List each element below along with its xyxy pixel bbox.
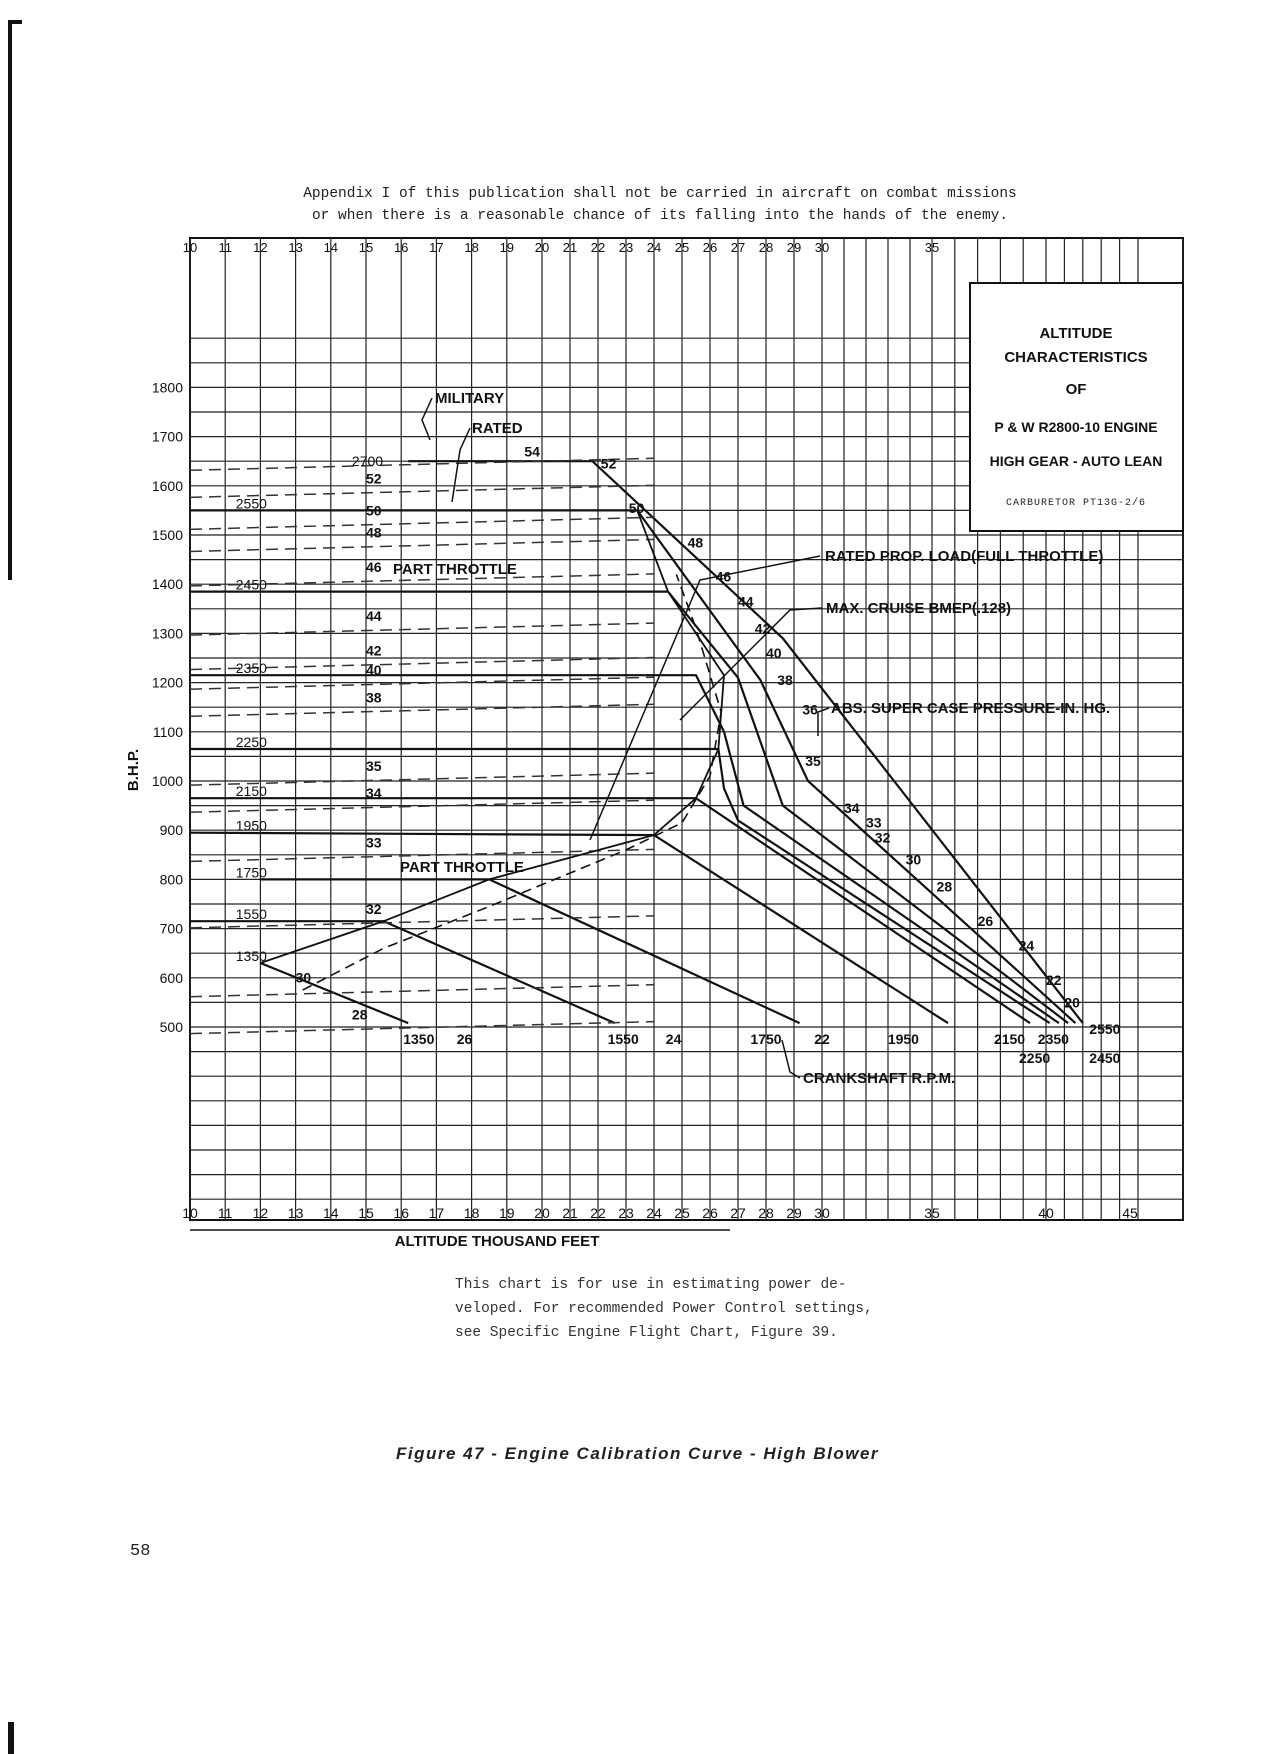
x-tick-label-bottom: 11 <box>217 1205 233 1221</box>
map-label-left: 35 <box>366 758 382 775</box>
info-line-6: CARBURETOR PT13G-2/6 <box>1005 498 1147 509</box>
map-label-left: 34 <box>366 785 382 802</box>
info-line-3: OF <box>1065 381 1087 398</box>
map-label-right: 34 <box>844 799 860 816</box>
annotation-max-cruise: MAX. CRUISE BMEP(.128) <box>826 600 1012 617</box>
bottom-curve-label: 1750 <box>750 1031 782 1047</box>
y-tick-label: 1400 <box>151 576 183 593</box>
map-label-right: 33 <box>866 814 882 831</box>
x-tick-label-top: 25 <box>674 240 690 255</box>
x-tick-label-bottom: 30 <box>814 1205 830 1221</box>
x-tick-label-top: 28 <box>758 240 774 255</box>
annotation-crankshaft-rpm: CRANKSHAFT R.P.M. <box>803 1070 956 1087</box>
y-tick-label: 500 <box>159 1019 183 1035</box>
map-label-right: 22 <box>1046 972 1062 989</box>
x-tick-label-bottom: 18 <box>463 1205 480 1221</box>
footnote-line-1: This chart is for use in estimating power de- <box>455 1277 847 1293</box>
y-tick-label: 1800 <box>151 379 183 396</box>
x-tick-label-bottom: 19 <box>499 1205 515 1221</box>
map-label-right: 30 <box>905 851 922 868</box>
part-throttle-line <box>190 677 654 689</box>
y-tick-label: 600 <box>159 969 183 986</box>
x-tick-label-top: 22 <box>590 240 606 255</box>
map-label-left: 38 <box>366 689 382 706</box>
bottom-curve-label: 2450 <box>1089 1050 1121 1066</box>
x-tick-label-top: 15 <box>358 240 374 255</box>
info-box <box>970 283 1183 531</box>
info-line-1: ALTITUDE <box>1039 325 1113 342</box>
rpm-level-label: 2350 <box>235 660 267 677</box>
map-label-left: 44 <box>366 608 382 625</box>
map-label-right: 50 <box>628 499 645 516</box>
map-label-right: 28 <box>936 878 953 895</box>
rpm-level-label: 1750 <box>235 864 267 881</box>
part-throttle-line <box>190 517 654 529</box>
x-tick-label-bottom: 40 <box>1038 1205 1054 1221</box>
x-tick-label-top: 19 <box>499 240 515 255</box>
footnote <box>455 1273 955 1345</box>
x-tick-label-top: 13 <box>288 240 303 255</box>
bottom-curve-label: 1350 <box>403 1031 435 1047</box>
annotation-part-throttle-upper: PART THROTTLE <box>393 561 517 578</box>
map-label-left: 46 <box>366 558 382 575</box>
rpm-level-label: 2450 <box>235 576 267 593</box>
map-label-right: 40 <box>766 645 782 661</box>
x-tick-label-bottom: 25 <box>674 1205 690 1221</box>
x-tick-label-bottom: 22 <box>590 1205 606 1221</box>
x-tick-label-bottom: 23 <box>618 1205 634 1221</box>
annotation-leader-line <box>782 1040 800 1078</box>
bottom-curve-label: 26 <box>456 1031 473 1047</box>
bottom-curve-label: 2550 <box>1089 1021 1121 1037</box>
annotation-military: MILITARY <box>435 390 505 407</box>
x-tick-label-bottom: 17 <box>428 1205 445 1221</box>
rpm-line <box>190 798 1030 1023</box>
map-label-right: 38 <box>777 672 793 689</box>
y-tick-label: 1100 <box>152 723 183 740</box>
x-tick-label-top: 12 <box>253 240 268 255</box>
annotation-rated: RATED <box>472 420 523 437</box>
annotation-abs-super-pressure: ABS. SUPER CASE PRESSURE-IN. HG. <box>831 700 1111 717</box>
annotation-part-throttle-lower: PART THROTTLE <box>400 859 524 876</box>
y-tick-label: 900 <box>159 822 183 839</box>
map-label-right: 42 <box>754 620 771 637</box>
rpm-level-label: 2250 <box>235 734 267 751</box>
map-label-left: 48 <box>366 524 382 541</box>
y-tick-label: 1700 <box>151 428 183 445</box>
x-tick-label-bottom: 35 <box>924 1205 940 1221</box>
map-label-left: 50 <box>366 502 382 519</box>
map-label-left: 40 <box>366 662 382 679</box>
rpm-line <box>190 675 1059 1023</box>
x-tick-label-top: 20 <box>534 240 550 255</box>
map-label-right: 20 <box>1064 994 1080 1011</box>
part-throttle-line <box>190 539 654 551</box>
y-tick-label: 1200 <box>151 674 183 691</box>
map-label-right: 35 <box>805 753 821 770</box>
x-tick-label-bottom: 28 <box>758 1205 774 1221</box>
part-throttle-line <box>190 455 654 472</box>
x-tick-label-top: 16 <box>393 240 409 255</box>
x-tick-label-bottom: 10 <box>182 1205 198 1221</box>
info-line-2: CHARACTERISTICS <box>1004 349 1148 366</box>
chart-series <box>190 455 1083 1033</box>
y-tick-label: 700 <box>159 920 183 937</box>
map-label-left: 52 <box>366 470 382 487</box>
bottom-curve-label: 2150 <box>993 1031 1026 1047</box>
info-line-5: HIGH GEAR - AUTO LEAN <box>989 453 1163 469</box>
annotation-rated-prop-load: RATED PROP. LOAD(FULL THROTTLE) <box>825 548 1104 565</box>
x-tick-label-bottom: 14 <box>323 1205 339 1221</box>
rpm-level-label: 1550 <box>235 906 267 923</box>
figure-caption: Figure 47 - Engine Calibration Curve - High Blower <box>395 1444 880 1463</box>
x-tick-label-top: 17 <box>429 240 444 255</box>
rpm-level-label: 2700 <box>351 453 384 470</box>
map-label-right: 24 <box>1018 937 1035 954</box>
map-label-left: 32 <box>366 900 382 917</box>
y-tick-label: 1600 <box>151 477 183 494</box>
footnote-line-3: see Specific Engine Flight Chart, Figure 39. <box>455 1325 838 1341</box>
page-number: 58 <box>130 1542 151 1561</box>
rpm-level-label: 2150 <box>235 783 267 800</box>
rpm-line <box>190 921 615 1023</box>
x-axis-label: ALTITUDE THOUSAND FEET <box>394 1233 600 1250</box>
x-tick-label-top: 18 <box>464 240 479 255</box>
annotation-leader-line <box>680 608 822 720</box>
map-label-right: 26 <box>977 913 994 930</box>
map-label-left: 28 <box>351 1006 368 1023</box>
bottom-curve-label: 22 <box>814 1031 830 1047</box>
y-tick-label: 1500 <box>151 527 183 543</box>
x-tick-label-top: 30 <box>814 240 830 255</box>
x-tick-label-top: 10 <box>182 240 198 255</box>
x-tick-label-top: 23 <box>618 240 634 255</box>
x-tick-label-bottom: 27 <box>730 1205 746 1221</box>
footnote-line-2: veloped. For recommended Power Control settings, <box>455 1301 873 1317</box>
part-throttle-line <box>190 985 654 997</box>
x-tick-label-bottom: 45 <box>1122 1205 1138 1221</box>
map-label-right: 32 <box>874 829 891 846</box>
x-tick-label-top: 21 <box>562 240 578 255</box>
bottom-curve-label: 1550 <box>607 1031 639 1047</box>
y-tick-label: 800 <box>159 871 183 888</box>
x-tick-label-bottom: 21 <box>562 1205 578 1221</box>
map-label-right: 46 <box>715 568 732 585</box>
rpm-level-label: 1950 <box>235 817 267 834</box>
x-tick-label-top: 26 <box>702 240 718 255</box>
map-label-right: 36 <box>802 701 818 718</box>
rpm-line <box>190 833 948 1023</box>
bottom-curve-label: 24 <box>665 1031 682 1047</box>
map-label-right: 48 <box>687 534 704 551</box>
map-label-left: 54 <box>524 443 540 460</box>
rpm-line <box>190 592 1068 1024</box>
rpm-level-label: 1350 <box>235 948 267 965</box>
x-tick-label-top: 35 <box>924 240 940 255</box>
bottom-curve-label: 1950 <box>887 1031 919 1047</box>
y-tick-label: 1300 <box>151 625 183 642</box>
x-tick-label-bottom: 29 <box>786 1205 802 1221</box>
x-tick-label-bottom: 20 <box>534 1205 550 1221</box>
bottom-curve-label: 2250 <box>1019 1050 1051 1066</box>
x-tick-label-top: 27 <box>730 240 746 255</box>
rpm-level-label: 2550 <box>235 495 267 512</box>
annotation-leader-line <box>422 398 432 440</box>
x-tick-label-bottom: 16 <box>393 1205 409 1221</box>
x-tick-label-top: 29 <box>786 240 802 255</box>
info-line-4: P & W R2800-10 ENGINE <box>994 419 1158 435</box>
x-tick-label-top: 14 <box>323 240 339 255</box>
x-tick-label-bottom: 26 <box>702 1205 718 1221</box>
x-tick-label-bottom: 15 <box>358 1205 374 1221</box>
x-tick-label-bottom: 12 <box>252 1205 269 1221</box>
rpm-line <box>260 879 799 1023</box>
part-throttle-line <box>190 800 654 812</box>
map-label-right: 52 <box>600 455 617 472</box>
bottom-curve-label: 2350 <box>1037 1031 1069 1047</box>
x-tick-label-top: 24 <box>646 240 662 255</box>
map-label-right: 44 <box>738 593 754 610</box>
x-tick-label-bottom: 24 <box>646 1205 662 1221</box>
map-label-left: 33 <box>366 834 382 851</box>
part-throttle-line <box>190 704 654 716</box>
y-axis-label: B.H.P. <box>125 748 142 792</box>
y-tick-label: 1000 <box>151 773 183 789</box>
notice-line-2: or when there is a reasonable chance of its falling into the hands of the enemy. <box>311 208 1009 224</box>
map-label-left: 30 <box>295 969 312 986</box>
map-label-left: 42 <box>366 642 382 659</box>
x-tick-label-bottom: 13 <box>287 1205 304 1221</box>
notice-line-1: Appendix I of this publication shall not be carried in aircraft on combat missions <box>303 186 1017 202</box>
x-tick-label-top: 11 <box>218 240 232 255</box>
